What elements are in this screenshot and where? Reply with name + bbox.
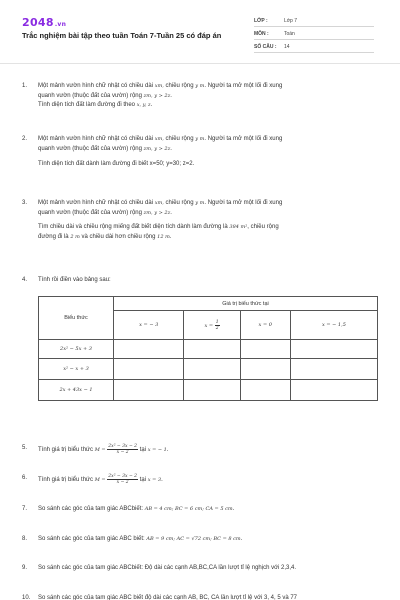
meta-class: LỚP : Lớp 7	[254, 18, 297, 24]
table-row	[39, 380, 378, 401]
header-divider	[0, 63, 400, 64]
page-title: Trắc nghiệm bài tập theo tuần Toán 7-Tuần 25 có đáp án	[22, 31, 222, 40]
table-cell[interactable]	[290, 380, 377, 401]
table-cell[interactable]	[114, 380, 184, 401]
table-cell[interactable]	[240, 380, 290, 401]
table-cell[interactable]	[240, 340, 290, 359]
row-expression: 2x² − 5x + 3	[39, 340, 114, 359]
values-table	[38, 296, 378, 401]
row-expression: 2x + 43x − 1	[39, 380, 114, 401]
meta-subject: MÔN : Toán	[254, 31, 295, 37]
x-value-4: x = − 1,5	[290, 311, 377, 340]
table-cell[interactable]	[184, 359, 240, 380]
table-cell[interactable]	[114, 340, 184, 359]
question-10: 10. So sánh các góc của tam giác ABC biết độ dài các cạnh AB, BC, CA lần lượt tỉ lệ với 3, 4, 5 và 77	[22, 595, 298, 600]
col-header-expression: Biểu thức	[39, 297, 114, 340]
x-value-1: x = − 3	[114, 311, 184, 340]
table-cell[interactable]	[240, 359, 290, 380]
table-cell[interactable]	[290, 359, 377, 380]
table-cell[interactable]	[290, 340, 377, 359]
table-cell[interactable]	[184, 340, 240, 359]
meta-question-count: SỐ CÂU : 14	[254, 44, 290, 50]
logo[interactable]: 2048.vn	[22, 16, 67, 29]
header	[0, 0, 400, 60]
table-row	[39, 359, 378, 380]
group-header: Giá trị biểu thức tại	[114, 297, 378, 311]
table-cell[interactable]	[114, 359, 184, 380]
x-value-2: x = $\frac{1}{2}$	[184, 311, 240, 340]
table-row	[39, 340, 378, 359]
x-value-3: x = 0	[240, 311, 290, 340]
row-expression: x² − x + 3	[39, 359, 114, 380]
table-cell[interactable]	[184, 380, 240, 401]
